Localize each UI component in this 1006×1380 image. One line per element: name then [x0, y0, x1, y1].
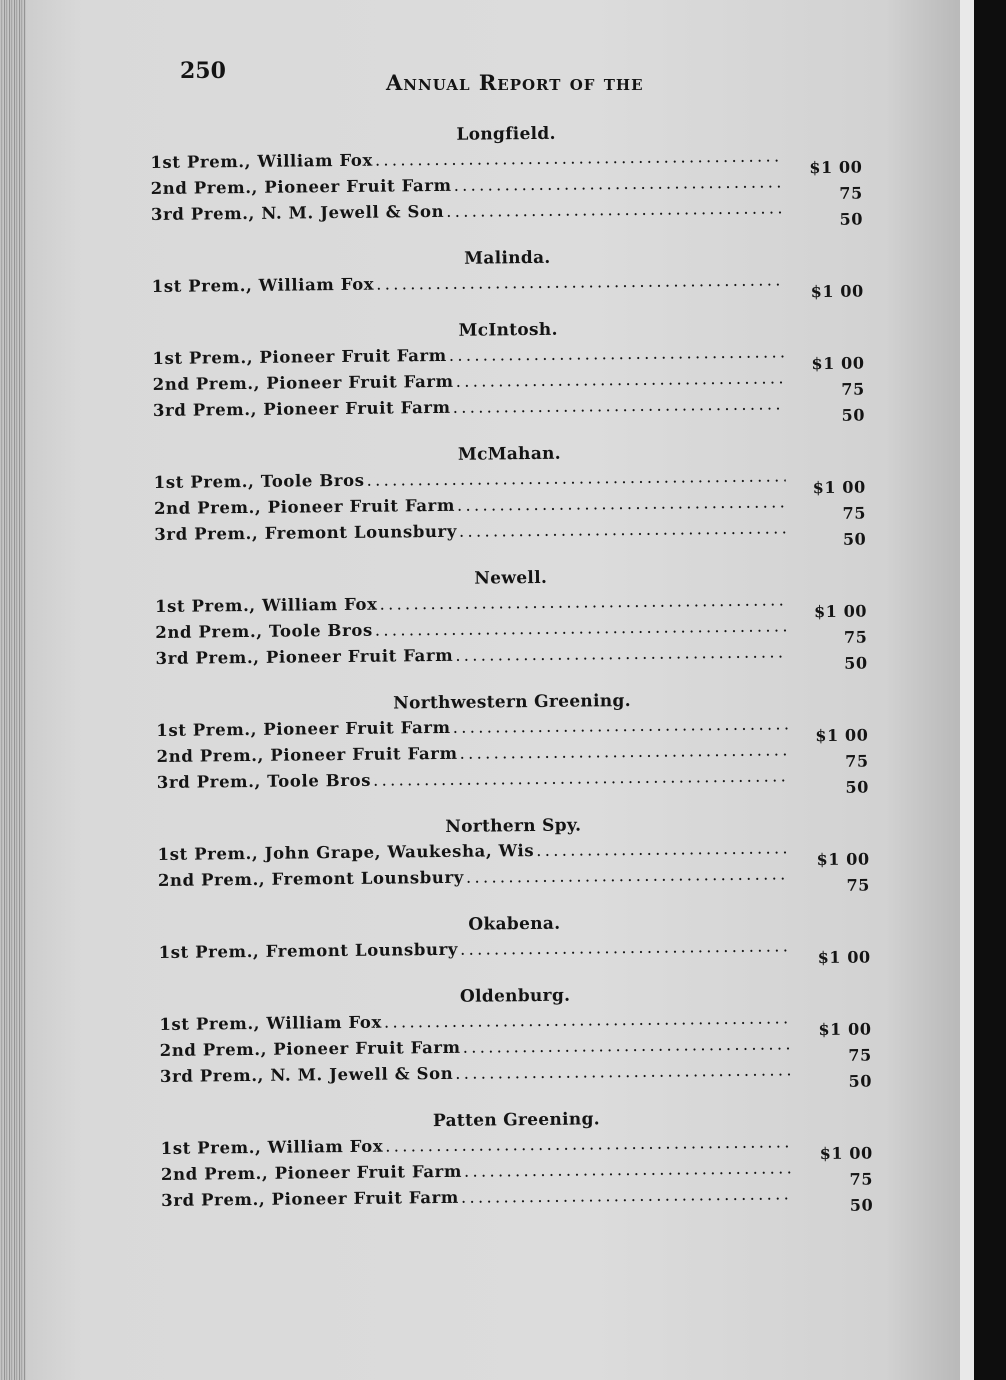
- dot-leader: [536, 835, 790, 864]
- premium-rank: 1st Prem.,: [153, 471, 255, 492]
- premium-winner: N. M. Jewell & Son: [270, 1063, 454, 1085]
- dot-leader: [455, 1057, 792, 1087]
- dot-leader: [373, 763, 789, 793]
- premium-winner: N. M. Jewell & Son: [261, 201, 445, 223]
- dot-leader: [455, 639, 788, 668]
- premium-rank: 1st Prem.,: [157, 843, 259, 864]
- premium-rank: 3rd Prem.,: [155, 647, 260, 668]
- premium-amount: 75: [848, 1045, 872, 1065]
- premium-amount: 75: [839, 183, 863, 203]
- premium-rank: 3rd Prem.,: [161, 1189, 266, 1210]
- variety-section: [155, 563, 868, 672]
- premium-amount: 50: [845, 777, 870, 797]
- premium-rank: 1st Prem.,: [159, 1013, 261, 1034]
- variety-section: [156, 687, 869, 796]
- premium-amount: $1 00: [813, 601, 868, 622]
- premium-winner: William Fox: [261, 594, 378, 615]
- premium-rank: 1st Prem.,: [151, 275, 253, 296]
- dot-leader: [463, 1031, 792, 1060]
- premium-amount: $1 00: [812, 477, 866, 498]
- page-number: 250: [180, 58, 226, 84]
- dot-leader: [459, 515, 787, 544]
- premium-rank: 2nd Prem.,: [160, 1163, 269, 1184]
- premium-rank: 3rd Prem.,: [156, 771, 261, 792]
- premium-rank: 1st Prem.,: [156, 719, 258, 740]
- premium-amount: 50: [849, 1195, 874, 1215]
- dot-leader: [459, 737, 788, 766]
- variety-section: [158, 909, 870, 966]
- dot-leader: [464, 1155, 793, 1184]
- premium-amount: 75: [845, 751, 869, 771]
- premium-rank: 2nd Prem.,: [153, 497, 262, 518]
- premium-winner: William Fox: [258, 274, 375, 295]
- premium-rank: 1st Prem.,: [158, 941, 260, 962]
- premium-amount: $1 00: [816, 849, 870, 870]
- premium-amount: $1 00: [818, 1019, 872, 1040]
- premium-amount: $1 00: [811, 353, 865, 374]
- variety-title: Oldenburg.: [459, 985, 571, 1007]
- premium-rank: 1st Prem.,: [160, 1137, 262, 1158]
- variety-title: Northern Spy.: [445, 815, 582, 837]
- variety-section: [160, 1104, 873, 1213]
- premium-amount: $1 00: [819, 1143, 873, 1164]
- dot-leader: [456, 365, 785, 394]
- running-head: Annual Report of the: [386, 70, 644, 95]
- dot-leader: [453, 711, 789, 741]
- premium-rank: 3rd Prem.,: [159, 1065, 265, 1086]
- premium-amount: 75: [841, 379, 865, 399]
- premium-winner: William Fox: [267, 1136, 384, 1157]
- premium-winner: Fremont Lounsbury: [271, 867, 465, 889]
- premium-winner: William Fox: [257, 150, 373, 171]
- premium-list: [150, 119, 874, 1236]
- variety-title: Northwestern Greening.: [393, 690, 631, 714]
- premium-winner: Toole Bros: [260, 470, 365, 491]
- premium-amount: 50: [839, 209, 864, 229]
- dot-leader: [466, 861, 790, 890]
- premium-rank: 2nd Prem.,: [157, 869, 266, 890]
- dot-leader: [461, 1181, 794, 1210]
- premium-rank: 3rd Prem.,: [150, 203, 256, 224]
- premium-winner: Pioneer Fruit Farm: [265, 645, 454, 667]
- premium-winner: Pioneer Fruit Farm: [274, 1161, 463, 1183]
- variety-title: Malinda.: [464, 247, 551, 269]
- premium-rank: 2nd Prem.,: [159, 1039, 268, 1060]
- variety-title: Newell.: [474, 567, 548, 589]
- premium-rank: 2nd Prem.,: [152, 373, 261, 394]
- premium-amount: 75: [842, 503, 867, 523]
- premium-winner: Pioneer Fruit Farm: [266, 371, 454, 393]
- premium-winner: Pioneer Fruit Farm: [270, 743, 458, 765]
- premium-rank: 1st Prem.,: [154, 595, 256, 616]
- page-margin-strip: [960, 0, 974, 1380]
- premium-winner: Fremont Lounsbury: [264, 521, 458, 543]
- premium-amount: $1 00: [815, 725, 869, 746]
- dot-leader: [449, 339, 785, 369]
- variety-section: [153, 439, 866, 548]
- premium-amount: 50: [841, 405, 866, 425]
- premium-rank: 1st Prem.,: [150, 151, 252, 172]
- variety-section: [159, 980, 872, 1089]
- dot-leader: [457, 489, 786, 518]
- premium-winner: Pioneer Fruit Farm: [273, 1037, 461, 1059]
- variety-section: [151, 243, 863, 300]
- premium-amount: $1 00: [817, 947, 871, 968]
- premium-amount: $1 00: [809, 157, 863, 178]
- premium-rank: 3rd Prem.,: [154, 523, 259, 544]
- variety-title: McMahan.: [457, 443, 562, 465]
- premium-winner: Pioneer Fruit Farm: [264, 175, 452, 197]
- variety-title: Patten Greening.: [432, 1109, 601, 1132]
- dot-leader: [446, 195, 783, 225]
- premium-winner: Pioneer Fruit Farm: [271, 1187, 460, 1209]
- premium-amount: 75: [843, 627, 868, 647]
- premium-amount: $1 00: [810, 281, 864, 302]
- variety-title: Okabena.: [468, 913, 561, 935]
- premium-winner: Pioneer Fruit Farm: [267, 495, 456, 517]
- premium-rank: 2nd Prem.,: [156, 745, 265, 766]
- premium-winner: Pioneer Fruit Farm: [259, 345, 447, 367]
- premium-winner: John Grape, Waukesha, Wis: [264, 841, 535, 863]
- variety-section: [152, 315, 865, 424]
- premium-amount: 50: [844, 653, 868, 673]
- premium-winner: Fremont Lounsbury: [265, 939, 459, 961]
- premium-amount: 75: [849, 1169, 874, 1189]
- premium-winner: Pioneer Fruit Farm: [263, 717, 451, 739]
- dot-leader: [453, 391, 786, 420]
- premium-amount: 75: [846, 875, 871, 895]
- premium-winner: William Fox: [266, 1012, 383, 1033]
- premium-winner: Toole Bros: [268, 620, 373, 641]
- premium-rank: 2nd Prem.,: [155, 621, 263, 642]
- variety-title: McIntosh.: [458, 319, 558, 341]
- premium-rank: 3rd Prem.,: [152, 399, 258, 420]
- premium-rank: 1st Prem.,: [152, 347, 254, 368]
- variety-title: Longfield.: [456, 123, 556, 145]
- premium-winner: Pioneer Fruit Farm: [263, 397, 451, 419]
- variety-section: [157, 811, 870, 894]
- premium-rank: 2nd Prem.,: [150, 177, 259, 198]
- variety-section: [150, 119, 863, 228]
- premium-winner: Toole Bros: [267, 770, 372, 791]
- dot-leader: [376, 267, 784, 297]
- dot-leader: [460, 933, 791, 962]
- premium-amount: 50: [842, 529, 867, 549]
- dot-leader: [454, 169, 783, 198]
- premium-amount: 50: [848, 1071, 873, 1091]
